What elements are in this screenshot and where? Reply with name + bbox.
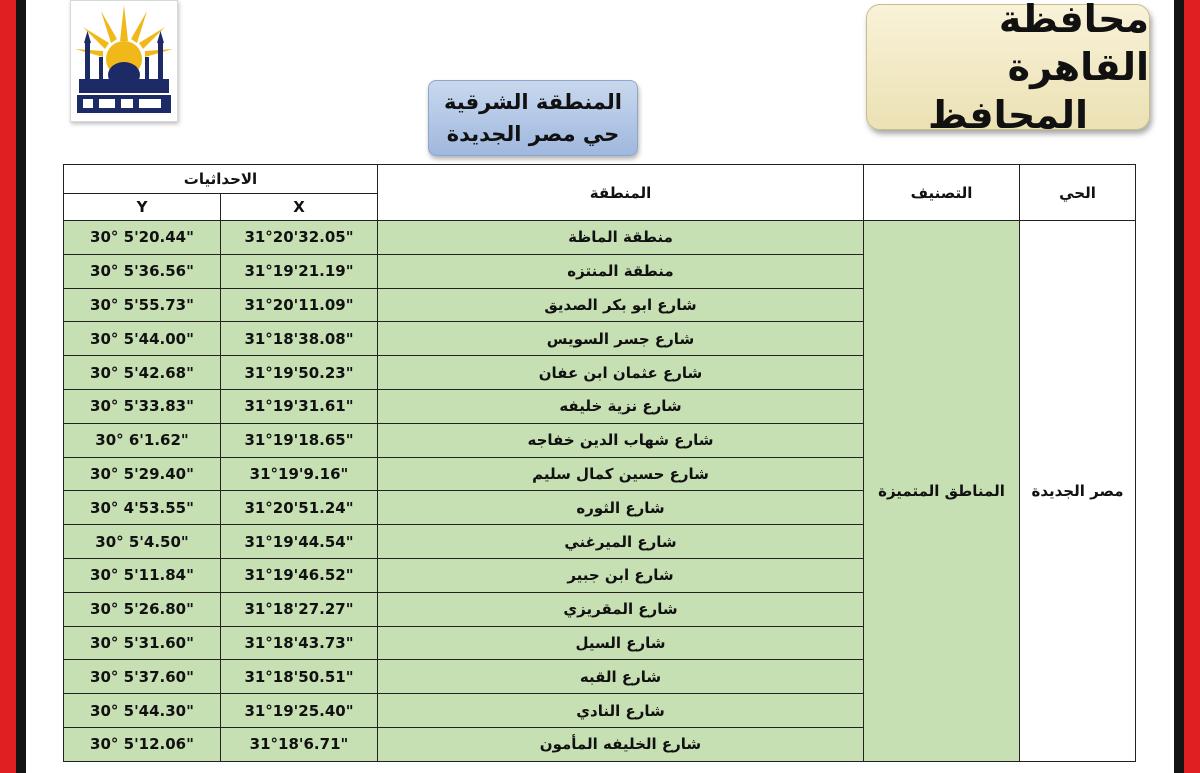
district-name: حي مصر الجديدة — [446, 122, 620, 146]
area-cell: شارع شهاب الدين خفاجه — [378, 423, 864, 457]
x-coordinate-cell: 31°20'32.05" — [221, 221, 378, 255]
frame-left-red-stripe — [0, 0, 16, 773]
area-cell: شارع المقريزي — [378, 592, 864, 626]
district-header: الحي — [1020, 165, 1136, 221]
governor-office-label: المحافظ — [928, 93, 1088, 137]
x-coordinate-cell: 31°19'9.16" — [221, 457, 378, 491]
area-cell: شارع عثمان ابن عفان — [378, 356, 864, 390]
x-coordinate-cell: 31°18'27.27" — [221, 592, 378, 626]
x-coordinate-cell: 31°18'43.73" — [221, 626, 378, 660]
classification-header: التصنيف — [864, 165, 1020, 221]
y-coordinate-cell: 30° 5'44.00" — [64, 322, 221, 356]
area-cell: شارع الثوره — [378, 491, 864, 525]
x-coordinate-cell: 31°19'46.52" — [221, 558, 378, 592]
frame-right-red-stripe — [1184, 0, 1200, 773]
cairo-logo-icon — [71, 1, 177, 121]
y-coordinate-cell: 30° 5'33.83" — [64, 389, 221, 423]
y-coordinate-cell: 30° 5'31.60" — [64, 626, 221, 660]
district-cell: مصر الجديدة — [1020, 221, 1136, 762]
area-cell: شارع الميرغني — [378, 525, 864, 559]
region-name: المنطقة الشرقية — [444, 90, 622, 114]
x-coordinate-cell: 31°18'50.51" — [221, 660, 378, 694]
x-coordinate-cell: 31°19'31.61" — [221, 389, 378, 423]
y-coordinate-cell: 30° 5'4.50" — [64, 525, 221, 559]
x-coordinate-cell: 31°19'25.40" — [221, 694, 378, 728]
y-coordinate-cell: 30° 5'29.40" — [64, 457, 221, 491]
y-coordinate-cell: 30° 5'37.60" — [64, 660, 221, 694]
y-coordinate-cell: 30° 5'20.44" — [64, 221, 221, 255]
area-cell: شارع القبه — [378, 660, 864, 694]
area-cell: شارع الخليفه المأمون — [378, 727, 864, 761]
area-cell: شارع ابو بكر الصديق — [378, 288, 864, 322]
x-coordinate-cell: 31°19'44.54" — [221, 525, 378, 559]
cairo-governorate-logo — [70, 0, 178, 122]
governorate-name: محافظة القاهرة — [998, 0, 1149, 89]
y-coordinate-cell: 30° 5'42.68" — [64, 356, 221, 390]
governorate-title-box — [866, 0, 1150, 137]
table-row — [64, 221, 1136, 255]
area-cell: منطقة المنتزه — [378, 254, 864, 288]
y-coordinate-cell: 30° 5'11.84" — [64, 558, 221, 592]
x-coordinate-cell: 31°19'50.23" — [221, 356, 378, 390]
area-cell: شارع نزية خليفه — [378, 389, 864, 423]
x-coordinate-cell: 31°19'18.65" — [221, 423, 378, 457]
x-coordinate-cell: 31°20'11.09" — [221, 288, 378, 322]
coordinates-table — [63, 164, 1136, 762]
x-coordinate-cell: 31°20'51.24" — [221, 491, 378, 525]
y-coordinate-cell: 30° 5'36.56" — [64, 254, 221, 288]
y-coordinate-cell: 30° 4'53.55" — [64, 491, 221, 525]
area-cell: شارع ابن جبير — [378, 558, 864, 592]
x-header: X — [221, 194, 378, 221]
area-cell: شارع حسين كمال سليم — [378, 457, 864, 491]
x-coordinate-cell: 31°19'21.19" — [221, 254, 378, 288]
frame-right-black-stripe — [1174, 0, 1184, 773]
y-coordinate-cell: 30° 6'1.62" — [64, 423, 221, 457]
area-header: المنطقة — [378, 165, 864, 221]
region-district-box — [428, 80, 638, 156]
coordinates-header: الاحداثيات — [64, 165, 378, 194]
area-cell: منطقة الماظة — [378, 221, 864, 255]
x-coordinate-cell: 31°18'38.08" — [221, 322, 378, 356]
y-header: Y — [64, 194, 221, 221]
area-cell: شارع جسر السويس — [378, 322, 864, 356]
y-coordinate-cell: 30° 5'55.73" — [64, 288, 221, 322]
area-cell: شارع النادي — [378, 694, 864, 728]
x-coordinate-cell: 31°18'6.71" — [221, 727, 378, 761]
y-coordinate-cell: 30° 5'44.30" — [64, 694, 221, 728]
area-cell: شارع السيل — [378, 626, 864, 660]
classification-cell: المناطق المتميزة — [864, 221, 1020, 762]
y-coordinate-cell: 30° 5'12.06" — [64, 727, 221, 761]
frame-left-black-stripe — [16, 0, 26, 773]
y-coordinate-cell: 30° 5'26.80" — [64, 592, 221, 626]
